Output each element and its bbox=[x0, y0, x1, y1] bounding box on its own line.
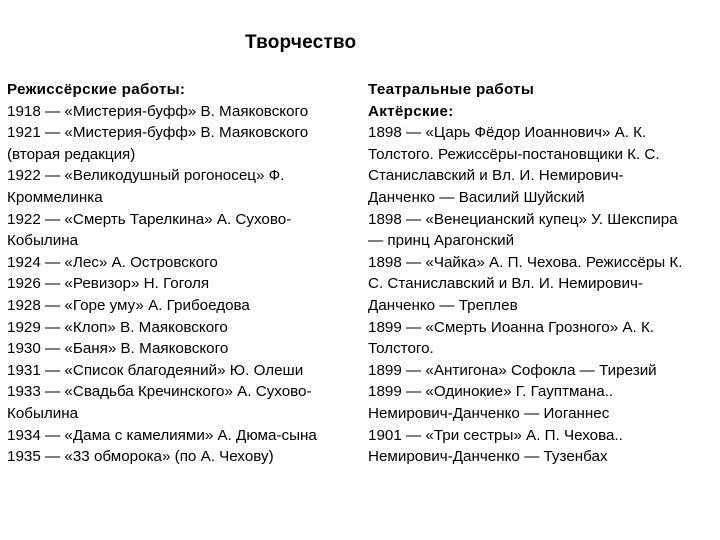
acting-work-line: Станиславский и Вл. И. Немирович- bbox=[368, 167, 624, 185]
acting-work-line: 1898 — «Венецианский купец» У. Шекспира bbox=[368, 210, 678, 228]
acting-work-line: Толстого. bbox=[368, 340, 434, 358]
directing-work-line: (вторая редакция) bbox=[7, 145, 136, 163]
page-title: Творчество bbox=[245, 32, 357, 53]
directing-work-line: 1922 — «Великодушный рогоносец» Ф. bbox=[7, 167, 285, 185]
directing-works-column bbox=[7, 79, 359, 468]
directing-work-line: 1933 — «Свадьба Кречинского» А. Сухово- bbox=[7, 383, 312, 401]
directing-work-line: 1924 — «Лес» А. Островского bbox=[7, 253, 218, 271]
directing-work-line: Кроммелинка bbox=[7, 188, 103, 206]
directing-work-line: Кобылина bbox=[7, 404, 79, 422]
acting-work-line: 1898 — «Царь Фёдор Иоаннович» А. К. bbox=[368, 124, 647, 142]
acting-work-line: 1899 — «Антигона» Софокла — Тирезий bbox=[368, 361, 657, 379]
directing-work-line: 1922 — «Смерть Тарелкина» А. Сухово- bbox=[7, 210, 292, 228]
directing-work-line: 1931 — «Список благодеяний» Ю. Олеши bbox=[7, 361, 304, 379]
theatre-works-heading: Театральные работы bbox=[368, 81, 535, 98]
acting-work-line: 1899 — «Одинокие» Г. Гауптмана.. bbox=[368, 383, 614, 401]
directing-work-line: 1921 — «Мистерия-буфф» В. Маяковского bbox=[7, 124, 309, 142]
directing-work-line: 1934 — «Дама с камелиями» А. Дюма-сына bbox=[7, 426, 317, 444]
acting-work-line: 1899 — «Смерть Иоанна Грозного» А. К. bbox=[368, 318, 655, 336]
acting-work-line: Толстого. Режиссёры-постановщики К. С. bbox=[368, 145, 660, 163]
directing-work-line: 1935 — «33 обморока» (по А. Чехову) bbox=[7, 448, 274, 466]
directing-work-line: 1929 — «Клоп» В. Маяковского bbox=[7, 318, 228, 336]
acting-work-line: 1898 — «Чайка» А. П. Чехова. Режиссёры К. bbox=[368, 253, 683, 271]
acting-work-line: Данченко — Василий Шуйский bbox=[368, 188, 585, 206]
directing-work-line: 1928 — «Горе уму» А. Грибоедова bbox=[7, 296, 250, 314]
directing-works-heading: Режиссёрские работы: bbox=[7, 81, 186, 98]
acting-work-line: С. Станиславский и Вл. И. Немирович- bbox=[368, 275, 643, 293]
acting-work-line: Немирович-Данченко — Тузенбах bbox=[368, 448, 608, 466]
directing-work-line: 1930 — «Баня» В. Маяковского bbox=[7, 340, 229, 358]
acting-work-line: Данченко — Треплев bbox=[368, 296, 518, 314]
acting-work-line: 1901 — «Три сестры» А. П. Чехова.. bbox=[368, 426, 623, 444]
acting-works-subheading: Актёрские: bbox=[368, 102, 454, 120]
acting-work-line: — принц Арагонский bbox=[368, 232, 515, 250]
directing-work-line: 1918 — «Мистерия-буфф» В. Маяковского bbox=[7, 102, 309, 120]
directing-work-line: 1926 — «Ревизор» Н. Гоголя bbox=[7, 275, 210, 293]
acting-work-line: Немирович-Данченко — Иоганнес bbox=[368, 404, 610, 422]
theatre-works-column bbox=[368, 79, 720, 468]
directing-work-line: Кобылина bbox=[7, 232, 79, 250]
